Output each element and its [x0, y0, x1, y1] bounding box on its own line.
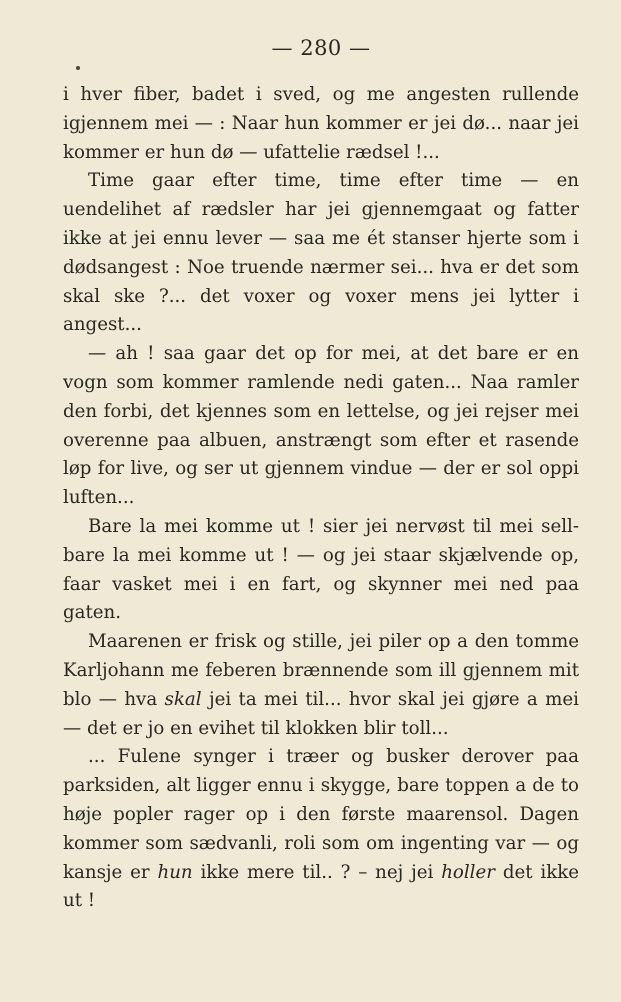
- paragraph-6-emphasis-1: hun: [157, 861, 193, 883]
- paragraph-4: Bare la mei komme ut ! sier jei nervøst til mei sell-bare la mei komme ut ! — og jei staar skjælvende op, faar vasket mei i en fart, og skynner mei ned paa gaten.: [63, 515, 579, 624]
- ink-speck: [76, 66, 80, 70]
- paragraph-5-text-b: jei ta mei til... hvor skal jei gjøre a mei — det er jo en evihet til klokken blir toll...: [63, 688, 579, 739]
- paragraph-6-text-a: ... Fulene synger i træer og busker derover paa parksiden, alt ligger ennu i skygge, bare toppen a de to høje popler rager op i den første maarensol. Dagen kommer som sædvanli, roli som om ingenting var — og kansje er: [63, 746, 579, 883]
- paragraph-6: [63, 743, 579, 916]
- paragraph-6-emphasis-2: holler: [441, 861, 495, 883]
- paragraph-2: Time gaar efter time, time efter time — en uendelihet af rædsler har jei gjennemgaat og fatter ikke at jei ennu lever — saa me ét stanser hjerte som i dødsangest : Noe truende nærmer sei... hva er det som skal ske ?... det voxer og voxer mens jei lytter i angest...: [63, 170, 579, 336]
- paragraph-5-text-a: Maarenen er frisk og stille, jei piler op a den tomme Karljohann me feberen brænnende som ill gjennem mit blo — hva: [63, 631, 579, 710]
- page-number: — 280 —: [271, 36, 371, 60]
- paragraph-3: — ah ! saa gaar det op for mei, at det bare er en vogn som kommer ramlende nedi gaten... Naa ramler den forbi, det kjennes som en lettelse, og jei rejser mei overenne paa albuen, anstrængt som efter et rasende løp for live, og ser ut gjennem vindue — der er sol oppi luften...: [63, 343, 579, 509]
- paragraph-5: [63, 628, 579, 743]
- paragraph-1: i hver fiber, badet i sved, og me angesten rullende igjennem mei — : Naar hun kommer er jei dø... naar jei kommer er hun dø — ufattelie rædsel !...: [63, 84, 579, 163]
- paragraph-6-text-c: det ikke ut !: [63, 861, 579, 912]
- page-body: [63, 81, 579, 916]
- paragraph-6-text-b: ikke mere til.. ? – nej jei: [200, 861, 434, 883]
- paragraph-5-emphasis: skal: [164, 688, 202, 710]
